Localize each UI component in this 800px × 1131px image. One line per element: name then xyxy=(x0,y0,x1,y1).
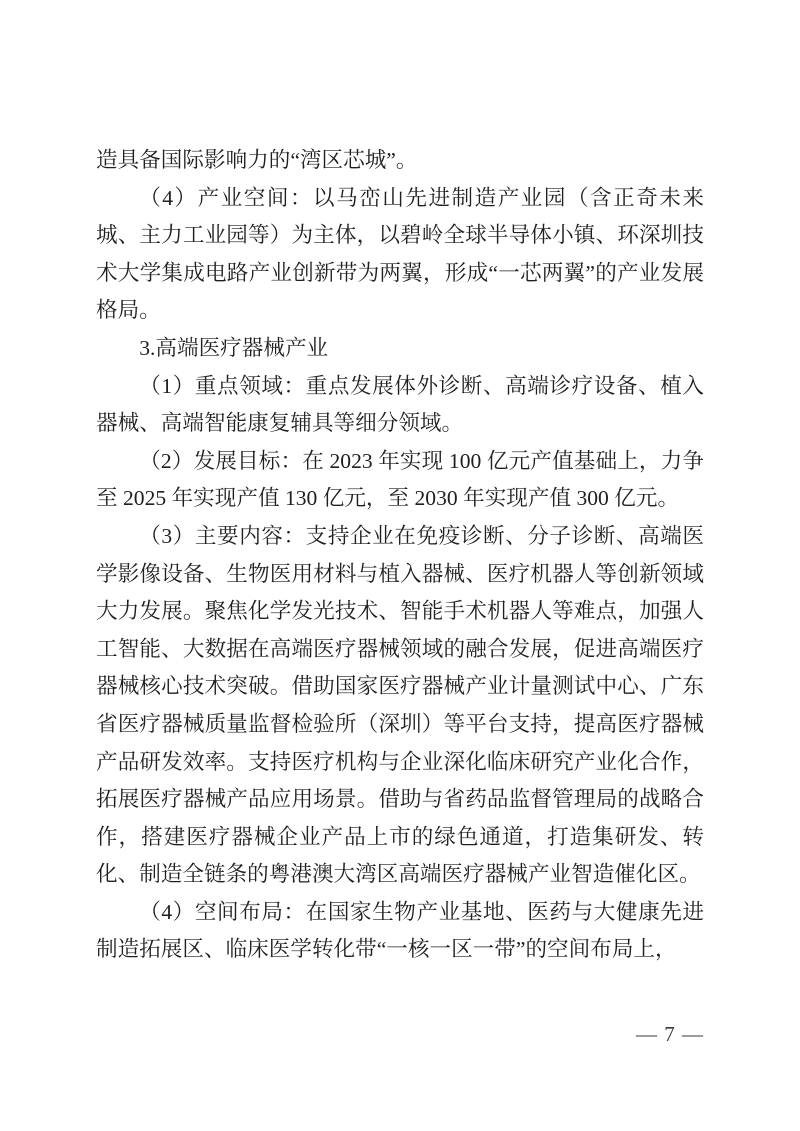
paragraph: （4）空间布局：在国家生物产业基地、医药与大健康先进制造拓展区、临床医学转化带“一核一区一带”的空间布局上， xyxy=(96,899,704,962)
page-number: — 7 — xyxy=(636,1022,704,1046)
paragraph: （2）发展目标：在 2023 年实现 100 亿元产值基础上，力争至 2025 年实现产值 130 亿元，至 2030 年实现产值 300 亿元。 xyxy=(96,448,704,511)
paragraph: （3）主要内容：支持企业在免疫诊断、分子诊断、高端医学影像设备、生物医用材料与植入器械、医疗机器人等创新领域大力发展。聚焦化学发光技术、智能手术机器人等难点，加强人工智能、大数据在高端医疗器械领域的融合发展，促进高端医疗器械核心技术突破。借助国家医疗器械产业计量测试中心、广东省医疗器械质量监督检验所（深圳）等平台支持，提高医疗器械产品研发效率。支持医疗机构与企业深化临床研究产业化合作，拓展医疗器械产品应用场景。借助与省药品监督管理局的战略合作，搭建医疗器械企业产品上市的绿色通道，打造集研发、转化、制造全链条的粤港澳大湾区高端医疗器械产业智造催化区。 xyxy=(96,523,704,887)
document-body xyxy=(96,142,704,969)
paragraph: （1）重点领域：重点发展体外诊断、高端诊疗设备、植入器械、高端智能康复辅具等细分领域。 xyxy=(96,373,704,436)
paragraph: （4）产业空间：以马峦山先进制造产业园（含正奇未来城、主力工业园等）为主体，以碧岭全球半导体小镇、环深圳技术大学集成电路产业创新带为两翼，形成“一芯两翼”的产业发展格局。 xyxy=(96,185,704,323)
paragraph: 造具备国际影响力的“湾区芯城”。 xyxy=(96,148,418,172)
paragraph: 3.高端医疗器械产业 xyxy=(139,335,329,360)
